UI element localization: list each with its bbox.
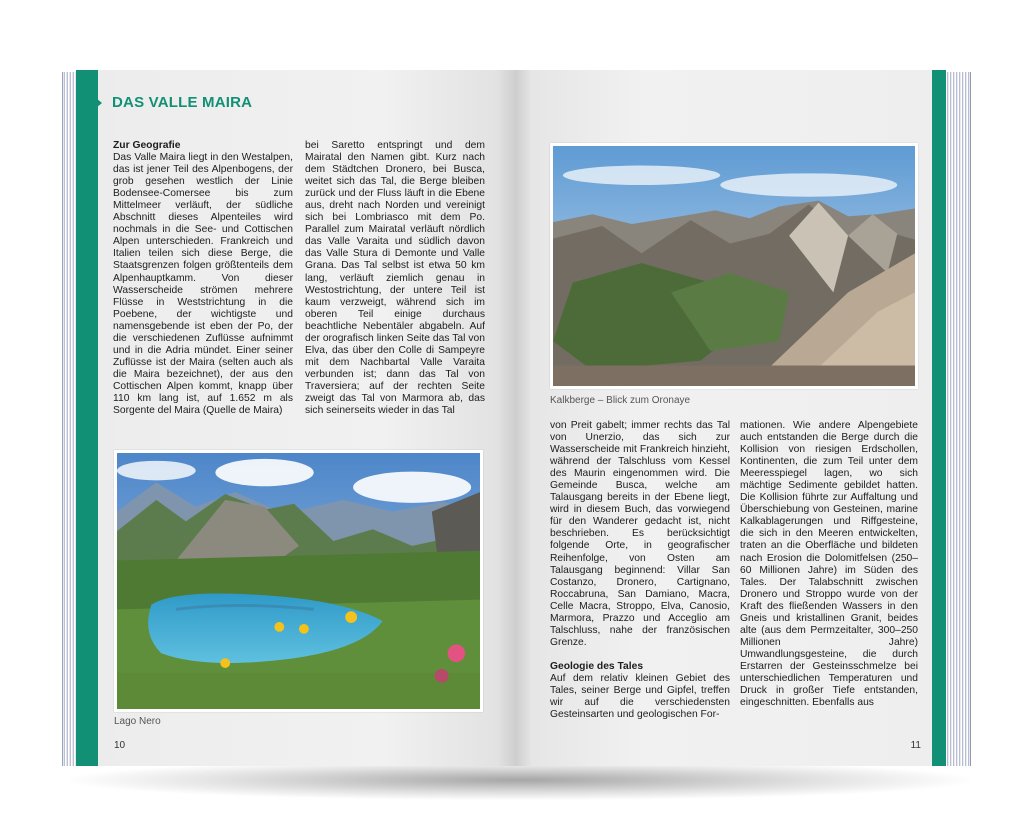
left-column-1 (113, 140, 293, 417)
page-number-left: 10 (114, 740, 126, 751)
right-column-2 (740, 420, 918, 709)
paragraph-geologie: Auf dem relativ kleinen Gebiet des Tales, seiner Berge und Gipfel, treffen wir auf die verschiedensten Gesteinsarten und geologischen For- (550, 672, 730, 721)
chapter-title: DAS VALLE MAIRA (112, 94, 253, 111)
caption-kalkberge: Kalkberge – Blick zum Oronaye (550, 395, 691, 406)
page-edges-left (62, 72, 77, 766)
limestone-mountains-image (553, 146, 915, 386)
left-page (76, 70, 515, 766)
section-heading-geologie: Geologie des Tales (550, 660, 644, 672)
paragraph-geografie: Das Valle Maira liegt in den Westalpen, das ist jener Teil des Alpenbogens, der grob gesehen westlich der Linie Bodensee-Comersee bis zum Mittelmeer verläuft, der südliche Abschnitt dieses Alpenteiles wird nochmals in die See- und Cottischen Alpen unterschieden. Frankreich und Italien teilen sich diese Berge, die Staatsgrenzen folgen größtenteils dem Alpenhauptkamm. Von dieser Wasserscheide strömen mehrere Flüsse in Weststrichtung in die Poebene, der wichtigste und namensgebende ist eben der Po, der die verschiedenen Zuflüsse aufnimmt und in die Adria mündet. Einer seiner Zuflüsse ist der Maira (selten auch als die Maira bezeichnet), der aus den Cottischen Alpen kommt, knapp über 110 km lang ist, auf 1.652 m als Sorgente del Maira (Quelle de Maira) (113, 152, 293, 417)
paragraph-geologie-cont: mationen. Wie andere Alpengebiete auch entstanden die Berge durch die Kollision von riesigen Erdschollen, Kontinenten, die zum Teil unter dem Meeresspiegel lagen, wo sich mächtige Sedimente gebildet hatten. Die Kollision führte zur Auffaltung und Überschiebung von Gesteinen, marine Kalkablagerungen und Riffgesteine, die sich in den Meeren entwickelten, traten an die Oberfläche und bildeten nach Erosion die Dolomitfelsen (250–60 Millionen Jahre) im Süden des Tales. Der Talabschnitt zwischen Dronero und Stroppo wurde von der Kraft des fließenden Wassers in den Gneis und kristallinen Granit, beides alte (aus dem Permzeitalter, 300–250 Millionen Jahre) Umwandlungsgesteine, die durch Erstarren der Gesteinsschmelze bei unterschiedlichen Temperaturen und Druck in großer Tiefe entstanden, eingeschnitten. Ebenfalls aus (740, 420, 918, 709)
book-shadow (70, 760, 970, 800)
paragraph-gap (550, 649, 730, 661)
left-column-2 (305, 140, 485, 417)
paragraph-orte: von Preit gabelt; immer rechts das Tal von Unerzio, das sich zur Wasserscheide mit Frankreich hinzieht, während der Talschluss vom Kessel des Maurin eingenommen wird. Die Gemeinde Busca, welche am Talausgang bereits in der Ebene liegt, wird in diesem Buch, das vorwiegend für den Wanderer gedacht ist, nicht beschrieben. Es berücksichtigt folgende Orte, in geografischer Reihenfolge, von Osten am Talausgang beginnend: Villar San Costanzo, Dronero, Cartignano, Roccabruna, San Damiano, Macra, Celle Macra, Stroppo, Elva, Canosio, Marmora, Prazzo und Acceglio am Talschluss, nahe der französischen Grenze. (550, 420, 730, 648)
photo-kalkberge (550, 143, 918, 389)
teal-edge-bar-left (76, 70, 98, 766)
page-number-right: 11 (910, 740, 921, 751)
right-page (515, 70, 946, 766)
paragraph-geografie-cont: bei Saretto entspringt und dem Mairatal den Namen gibt. Kurz nach dem Städtchen Dronero, bei Busca, weitet sich das Tal, die Berge bleiben zurück und der Fluss läuft in die Ebene aus, dreht nach Norden und vereinigt sich bei Lombriasco mit dem Po. Parallel zum Mairatal verläuft nördlich das Valle Varaita und südlich davon das Valle Stura di Demonte und Valle Grana. Das Tal selbst ist etwa 50 km lang, verläuft ziemlich genau in Westostrichtung, der untere Teil ist kaum verzweigt, während sich im oberen Teil einige durchaus beachtliche Nebentäler abgabeln. Auf der orografisch linken Seite das Tal von Elva, das über den Colle di Sampeyre mit dem Nachbartal Valle Varaita verbunden ist; dann das Tal von Traversiera; auf der rechten Seite zweigt das Tal von Marmora ab, das sich seinerseits wieder in das Tal (305, 140, 485, 417)
right-column-1 (550, 420, 730, 721)
section-heading-geografie: Zur Geografie (113, 140, 181, 151)
page-edges-right (946, 72, 971, 766)
lake-landscape-image (117, 453, 480, 709)
caption-lago-nero: Lago Nero (114, 716, 161, 727)
teal-edge-bar-right (932, 70, 946, 766)
chapter-arrow-icon (96, 98, 102, 108)
photo-lago-nero (114, 450, 483, 712)
